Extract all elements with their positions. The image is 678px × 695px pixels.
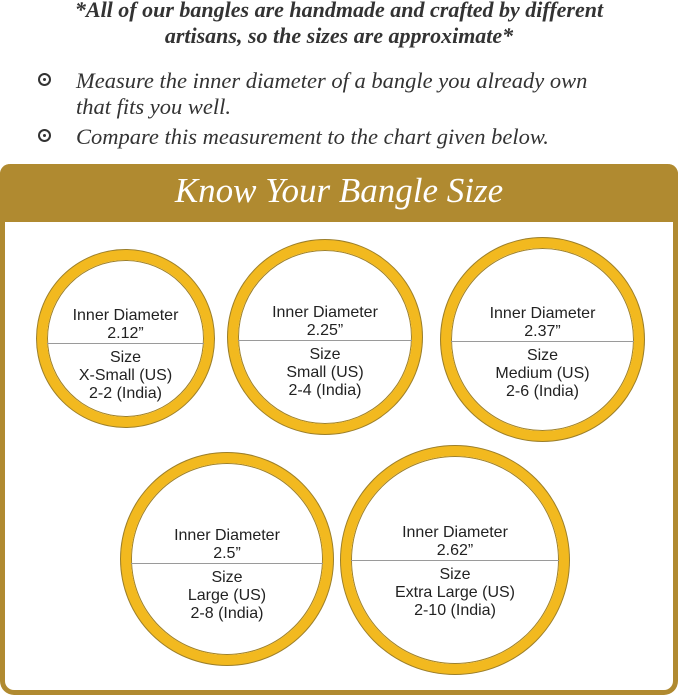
us-size: Extra Large (US): [394, 584, 516, 601]
disclaimer-line-2: artisans, so the sizes are approximate*: [164, 23, 514, 48]
us-size: Medium (US): [495, 365, 590, 382]
india-size: 2-6 (India): [506, 383, 579, 400]
us-size: X-Small (US): [78, 367, 173, 384]
size-label: Size: [526, 347, 559, 364]
bangle-size-ring: [341, 446, 569, 674]
diameter-label: Inner Diameter: [174, 527, 280, 544]
diameter-value: 2.37”: [524, 323, 561, 340]
bangle-size-ring: [121, 453, 333, 665]
india-size: 2-2 (India): [89, 385, 162, 402]
divider-line: [238, 340, 412, 341]
size-label: Size: [109, 349, 142, 366]
diameter-value: 2.12”: [107, 325, 144, 342]
bullet-target-icon: [38, 129, 51, 142]
diameter-label: Inner Diameter: [489, 305, 596, 322]
instruction-line: Measure the inner diameter of a bangle you already own that fits you well.: [76, 68, 588, 119]
diameter-label: Inner Diameter: [402, 524, 508, 541]
size-chart-title: Know Your Bangle Size: [174, 171, 504, 210]
divider-line: [351, 560, 559, 561]
diameter-value: 2.62”: [436, 542, 474, 559]
divider-line: [47, 343, 204, 344]
india-size: 2-10 (India): [414, 602, 496, 619]
bullet-target-icon: [38, 73, 51, 86]
bangle-size-ring: [441, 238, 644, 441]
size-label: Size: [309, 346, 341, 363]
india-size: 2-4 (India): [288, 382, 362, 399]
bangle-size-ring: [228, 240, 422, 434]
size-label: Size: [439, 566, 471, 583]
diameter-value: 2.5”: [213, 545, 241, 562]
instruction-text: [76, 68, 666, 120]
us-size: Large (US): [187, 587, 267, 604]
disclaimer-line-1: *All of our bangles are handmade and crafted by different: [74, 0, 604, 22]
diameter-label: Inner Diameter: [272, 304, 378, 321]
divider-line: [451, 341, 634, 342]
bangle-size-ring: [37, 250, 214, 427]
diameter-label: Inner Diameter: [72, 307, 179, 324]
divider-line: [131, 563, 323, 564]
india-size: 2-8 (India): [190, 605, 264, 622]
diameter-value: 2.25”: [306, 322, 344, 339]
instruction-text: Compare this measurement to the chart given below.: [76, 124, 549, 149]
us-size: Small (US): [286, 364, 364, 381]
size-label: Size: [211, 569, 243, 586]
